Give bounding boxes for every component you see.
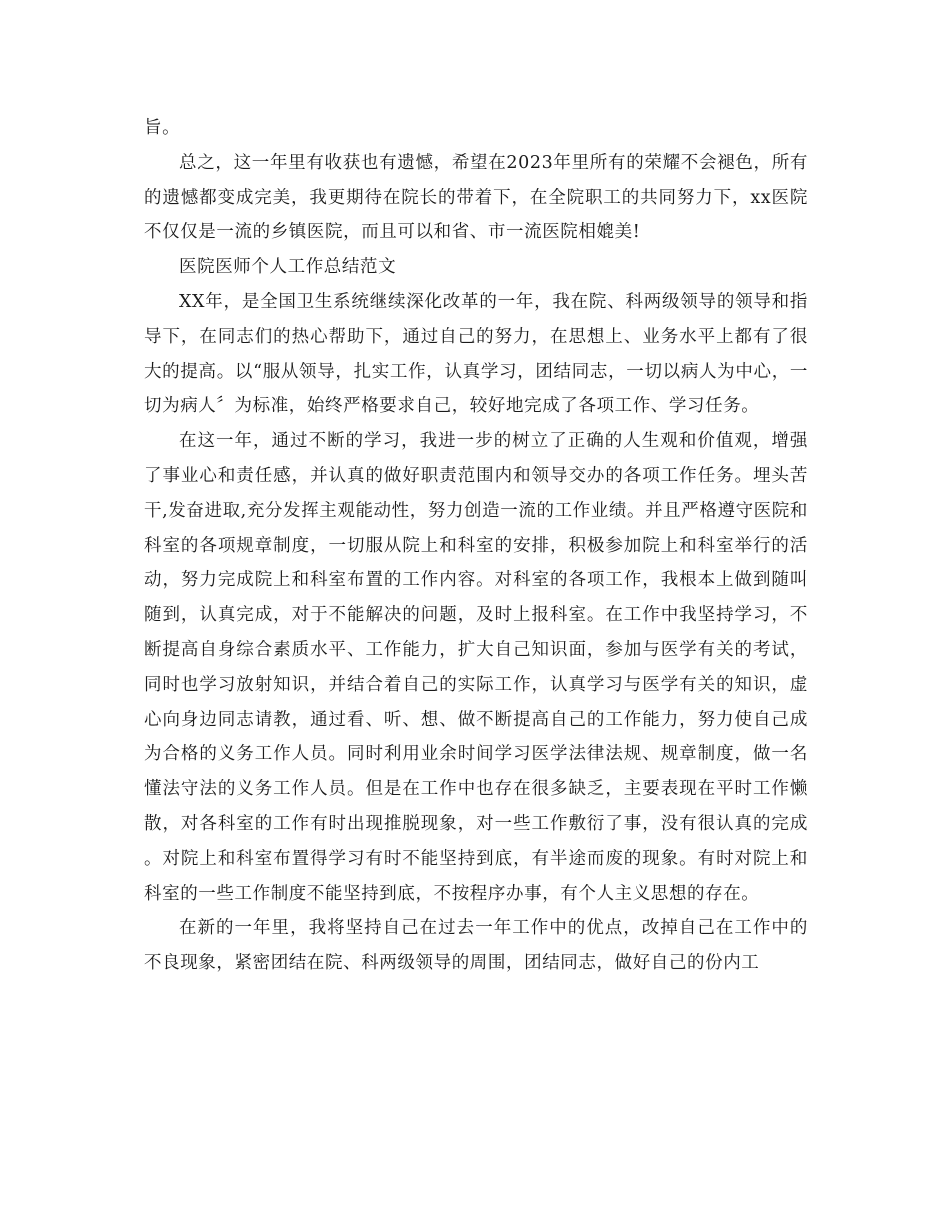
paragraph-summary: 总之，这一年里有收获也有遗憾，希望在2023年里所有的荣耀不会褪色，所有的遗憾都变成完美，我更期待在院长的带着下，在全院职工的共同努力下，xx医院不仅仅是一流的乡镇医院，而且可以和省、市一流医院相媲美! [144, 152, 808, 243]
document-body [144, 111, 808, 981]
paragraph-outlook: 在新的一年里，我将坚持自己在过去一年工作中的优点，改掉自己在工作中的不良现象，紧密团结在院、科两级领导的周围，团结同志，做好自己的份内工 [144, 918, 808, 974]
paragraph-body: 在这一年，通过不断的学习，我进一步的树立了正确的人生观和价值观，增强了事业心和责任感，并认真的做好职责范围内和领导交办的各项工作任务。埋头苦干,发奋进取,充分发挥主观能动性，努力创造一流的工作业绩。并且严格遵守医院和科室的各项规章制度，一切服从院上和科室的安排，积极参加院上和科室举行的活动，努力完成院上和科室布置的工作内容。对科室的各项工作，我根本上做到随叫随到，认真完成，对于不能解决的问题，及时上报科室。在工作中我坚持学习，不断提高自身综合素质水平、工作能力，扩大自己知识面，参加与医学有关的考试，同时也学习放射知识，并结合着自己的实际工作，认真学习与医学有关的知识，虚心向身边同志请教，通过看、听、想、做不断提高自己的工作能力，努力使自己成为合格的义务工作人员。同时利用业余时间学习医学法律法规、规章制度，做一名懂法守法的义务工作人员。但是在工作中也存在很多缺乏，主要表现在平时工作懒散，对各科室的工作有时出现推脱现象，对一些工作敷衍了事，没有很认真的完成。对院上和科室布置得学习有时不能坚持到底，有半途而废的现象。有时对院上和科室的一些工作制度不能坚持到底，不按程序办事，有个人主义思想的存在。 [144, 431, 808, 904]
paragraph-intro: XX年，是全国卫生系统继续深化改革的一年，我在院、科两级领导的领导和指导下，在同志们的热心帮助下，通过自己的努力，在思想上、业务水平上都有了很大的提高。以“服从领导，扎实工作，认真学习，团结同志，一切以病人为中心，一切为病人〞为标准，始终严格要求自己，较好地完成了各项工作、学习任务。 [144, 291, 808, 417]
paragraph-continuation: 旨。 [144, 118, 181, 138]
section-heading: 医院医师个人工作总结范文 [179, 257, 397, 278]
